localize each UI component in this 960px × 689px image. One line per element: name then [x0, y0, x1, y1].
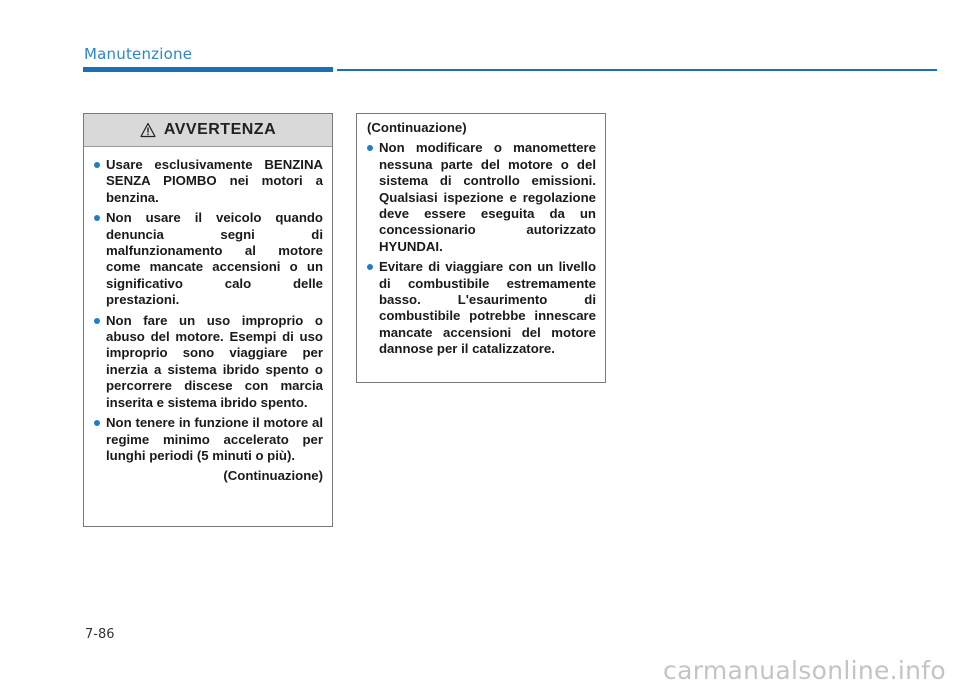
- warning-content: [84, 147, 332, 485]
- list-item: [367, 140, 596, 255]
- bullet-dot-icon: [367, 145, 373, 151]
- list-item: [94, 313, 323, 411]
- bullet-dot-icon: [94, 162, 100, 168]
- list-item: [367, 259, 596, 357]
- list-item: [94, 415, 323, 464]
- header-rule-thin: [337, 69, 937, 71]
- list-item-text: Usare esclusivamente BENZINA SENZA PIOMBO nei motori a benzina.: [106, 157, 323, 205]
- warning-triangle-icon: [140, 122, 156, 138]
- bullet-dot-icon: [94, 215, 100, 221]
- warning-title: AVVERTENZA: [163, 121, 277, 138]
- header-rule-thick: [83, 67, 333, 72]
- section-title: Manutenzione: [84, 45, 193, 63]
- list-item-text: Non modificare o manomettere nessuna parte del motore o del sistema di controllo emissioni. Qualsiasi ispezione e regolazione deve essere eseguita da un concessionario autorizzato HYUNDAI.: [379, 140, 596, 254]
- warning-box-header: [84, 114, 332, 147]
- bullet-dot-icon: [367, 264, 373, 270]
- list-item: [94, 210, 323, 308]
- continuation-content: [357, 114, 605, 358]
- watermark: carmanualsonline.info: [663, 656, 946, 685]
- list-item: [94, 157, 323, 206]
- list-item-text: Non usare il veicolo quando denuncia segni di malfunzionamento al motore come mancate accensioni o un significativo calo delle prestazioni.: [106, 210, 323, 308]
- bullet-dot-icon: [94, 318, 100, 324]
- bullet-dot-icon: [94, 420, 100, 426]
- list-item-text: Evitare di viaggiare con un livello di combustibile estremamente basso. L'esaurimento di combustibile potrebbe innescare mancate accensioni del motore dannose per il catalizzatore.: [379, 259, 596, 357]
- warning-box: [83, 113, 333, 527]
- continuation-heading: (Continuazione): [367, 120, 467, 135]
- continuation-note: (Continuazione): [223, 468, 323, 484]
- list-item-text: Non tenere in funzione il motore al regime minimo accelerato per lunghi periodi (5 minuti o più).: [106, 415, 323, 463]
- list-item-text: Non fare un uso improprio o abuso del motore. Esempi di uso improprio sono viaggiare per inerzia a sistema ibrido spento o percorrere discese con marcia inserita e sistema ibrido spento.: [106, 312, 323, 410]
- continuation-box: [356, 113, 606, 383]
- page-number: 7-86: [85, 627, 115, 642]
